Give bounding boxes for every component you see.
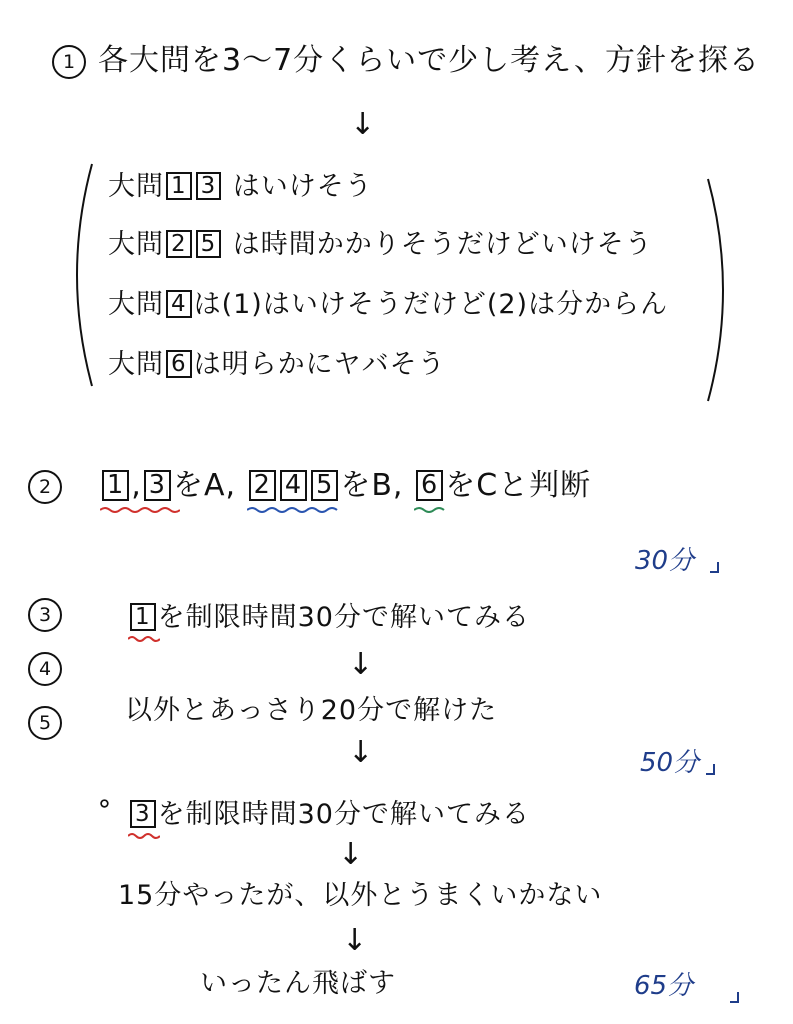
right-paren-icon: [700, 175, 740, 405]
group-b: [247, 470, 341, 501]
bullet-icon: ∘: [96, 788, 114, 819]
corner-mark-icon: [728, 990, 744, 1006]
corner-mark-icon: [704, 762, 720, 778]
assessment-line-1: [108, 172, 373, 200]
problem-box: 5: [311, 470, 338, 501]
step-number-4: 4: [28, 652, 62, 686]
label-daimon: 大問: [108, 229, 164, 260]
label-daimon: 大問: [108, 289, 164, 320]
arrow-down-icon: ↓: [342, 923, 368, 958]
problem-box: 3: [144, 470, 171, 501]
step-number-2: 2: [28, 470, 62, 504]
assessment-text: は(1)はいけそうだけど(2)は分からん: [193, 289, 669, 320]
assessment-line-2: [108, 230, 653, 258]
assessment-text: は明らかにヤバそう: [193, 349, 446, 380]
arrow-down-icon: ↓: [348, 735, 374, 770]
problem-box: 1: [166, 172, 192, 200]
assessment-line-3: [108, 290, 668, 318]
step-number-3: 3: [28, 598, 62, 632]
problem-box: 1: [102, 470, 129, 501]
elapsed-time-65: 65分: [634, 971, 694, 1001]
problem-box: 5: [196, 230, 222, 258]
solve-text: を制限時間30分で解いてみる: [157, 799, 530, 830]
blue-wave-underline: [247, 506, 342, 514]
assessment-line-4: [108, 350, 446, 378]
problem-1-marked: [128, 603, 158, 631]
red-wave-underline: [128, 635, 160, 643]
label-c: をCと判断: [445, 468, 592, 503]
arrow-down-icon: ↓: [338, 837, 364, 872]
left-paren-icon: [60, 160, 100, 390]
problem-3-marked: [128, 800, 158, 828]
skip-line: いったん飛ばす: [200, 968, 396, 999]
assessment-text: はいけそう: [232, 171, 373, 202]
label-daimon: 大問: [108, 171, 164, 202]
arrow-down-icon: ↓: [348, 647, 374, 682]
group-a: 1 , 3: [100, 470, 173, 501]
arrow-down-icon: ↓: [350, 107, 376, 142]
result-line: 以外とあっさり20分で解けた: [125, 695, 498, 726]
problem-box: 2: [166, 230, 192, 258]
step-number-1: 1: [52, 45, 86, 79]
problem-box: 3: [196, 172, 222, 200]
elapsed-time-50: 50分: [640, 748, 700, 778]
elapsed-time-30: 30分: [635, 546, 695, 576]
step2-text: [100, 470, 591, 501]
problem-box: 1: [130, 603, 156, 631]
problem-box: 4: [280, 470, 307, 501]
problem-box: 6: [166, 350, 192, 378]
label-a: をA,: [173, 468, 237, 503]
solve-problem-3-line: [128, 800, 530, 828]
group-c: [414, 470, 445, 501]
problem-box: 6: [416, 470, 443, 501]
step-number-5: 5: [28, 706, 62, 740]
assessment-text: は時間かかりそうだけどいけそう: [232, 229, 653, 260]
red-wave-underline: [100, 506, 180, 514]
red-wave-underline: [128, 832, 160, 840]
solve-text: を制限時間30分で解いてみる: [157, 602, 530, 633]
label-b: をB,: [340, 468, 404, 503]
step1-text: 各大問を3〜7分くらいで少し考え、方針を探る: [98, 43, 760, 78]
solve-problem-1-line: [128, 603, 530, 631]
problem-box: 2: [249, 470, 276, 501]
problem-box: 3: [130, 800, 156, 828]
label-daimon: 大問: [108, 349, 164, 380]
corner-mark-icon: [708, 560, 724, 576]
problem-box: 4: [166, 290, 192, 318]
green-wave-underline: [414, 506, 450, 514]
struggle-line: 15分やったが、以外とうまくいかない: [118, 880, 603, 911]
